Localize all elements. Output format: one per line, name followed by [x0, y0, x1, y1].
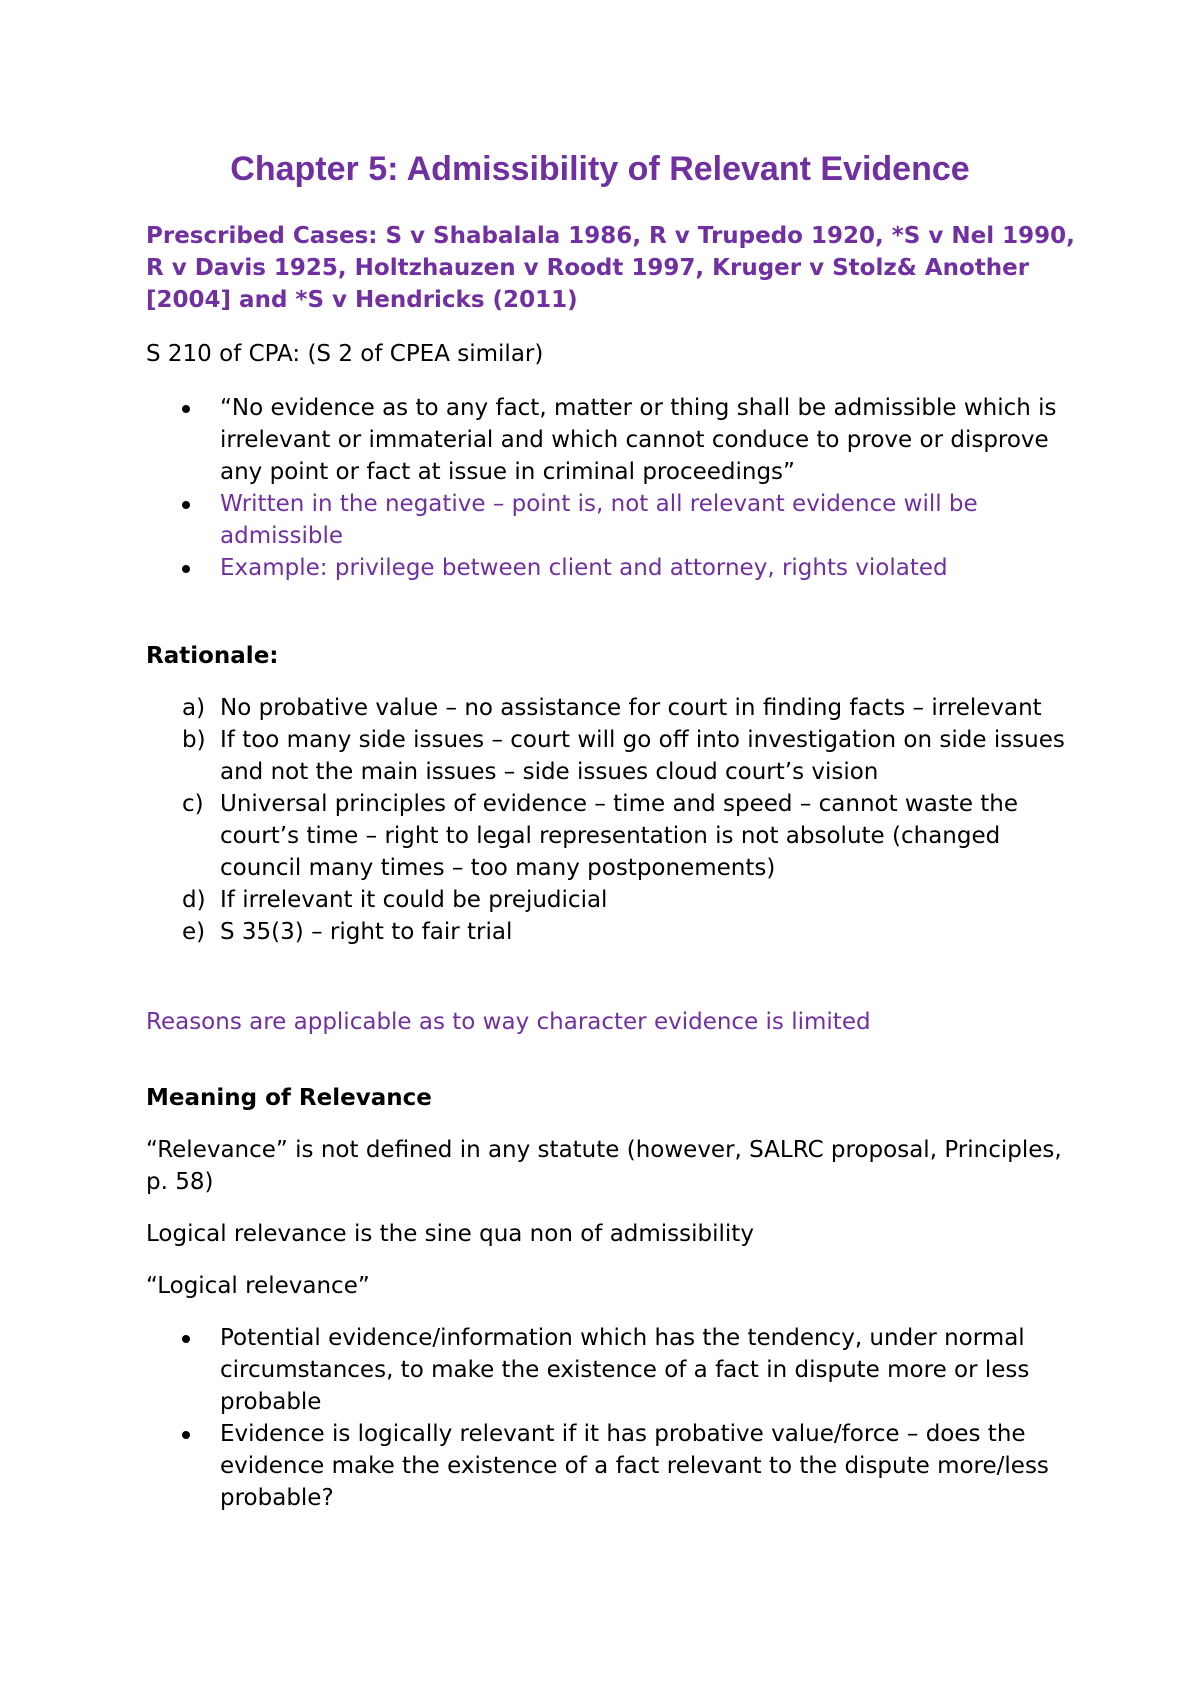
list-item — [146, 488, 1076, 552]
list-marker: a) — [182, 695, 206, 721]
list-item-text: Universal principles of evidence – time and speed – cannot waste the court’s time – right to legal representation is not absolute (changed council many times – too many postponements) — [220, 791, 1019, 881]
reasons-note: Reasons are applicable as to way character evidence is limited — [146, 1009, 871, 1035]
bullet-icon — [182, 565, 190, 573]
bullet-icon — [182, 501, 190, 509]
s210-heading: S 210 of CPA: (S 2 of CPEA similar) — [146, 341, 544, 367]
list-marker: e) — [182, 919, 206, 945]
s210-bullet-list — [146, 392, 1076, 584]
bullet-text: Written in the negative – point is, not all relevant evidence will be admissible — [220, 491, 978, 549]
list-item-text: No probative value – no assistance for court in finding facts – irrelevant — [220, 695, 1042, 721]
list-item — [146, 1322, 1076, 1418]
rationale-list — [146, 692, 1076, 948]
logical-relevance-label: “Logical relevance” — [146, 1273, 370, 1299]
list-item — [146, 788, 1076, 884]
bullet-text: Evidence is logically relevant if it has probative value/force – does the evidence make the existence of a fact relevant to the dispute more/less probable? — [220, 1421, 1049, 1511]
list-item — [146, 916, 1076, 948]
logical-relevance-statement: Logical relevance is the sine qua non of admissibility — [146, 1221, 754, 1247]
list-item — [146, 392, 1076, 488]
relevance-defined-text: “Relevance” is not defined in any statute (however, SALRC proposal, Principles, p. 58) — [146, 1137, 1062, 1195]
list-item — [146, 724, 1076, 788]
list-item-text: If too many side issues – court will go off into investigation on side issues and not the main issues – side issues cloud court’s vision — [220, 727, 1065, 785]
bullet-icon — [182, 1431, 190, 1439]
list-item — [146, 884, 1076, 916]
list-item-text: S 35(3) – right to fair trial — [220, 919, 513, 945]
list-item — [146, 1418, 1076, 1514]
prescribed-cases: Prescribed Cases: S v Shabalala 1986, R v Trupedo 1920, *S v Nel 1990, R v Davis 1925, Holtzhauzen v Roodt 1997, Kruger v Stolz& Another [2004] and *S v Hendricks (2011) — [146, 223, 1075, 313]
bullet-text: Potential evidence/information which has the tendency, under normal circumstances, to make the existence of a fact in dispute more or less probable — [220, 1325, 1030, 1415]
list-item — [146, 692, 1076, 724]
list-item — [146, 552, 1076, 584]
bullet-icon — [182, 405, 190, 413]
list-marker: b) — [182, 727, 206, 753]
bullet-text: “No evidence as to any fact, matter or thing shall be admissible which is irrelevant or immaterial and which cannot conduce to prove or disprove any point or fact at issue in criminal proceedings” — [220, 395, 1057, 485]
rationale-heading: Rationale: — [146, 643, 279, 669]
logical-relevance-bullet-list — [146, 1322, 1076, 1514]
list-marker: c) — [182, 791, 204, 817]
bullet-icon — [182, 1335, 190, 1343]
meaning-heading: Meaning of Relevance — [146, 1085, 432, 1111]
bullet-text: Example: privilege between client and attorney, rights violated — [220, 555, 948, 581]
list-marker: d) — [182, 887, 206, 913]
page-title: Chapter 5: Admissibility of Relevant Evidence — [230, 150, 970, 188]
list-item-text: If irrelevant it could be prejudicial — [220, 887, 608, 913]
